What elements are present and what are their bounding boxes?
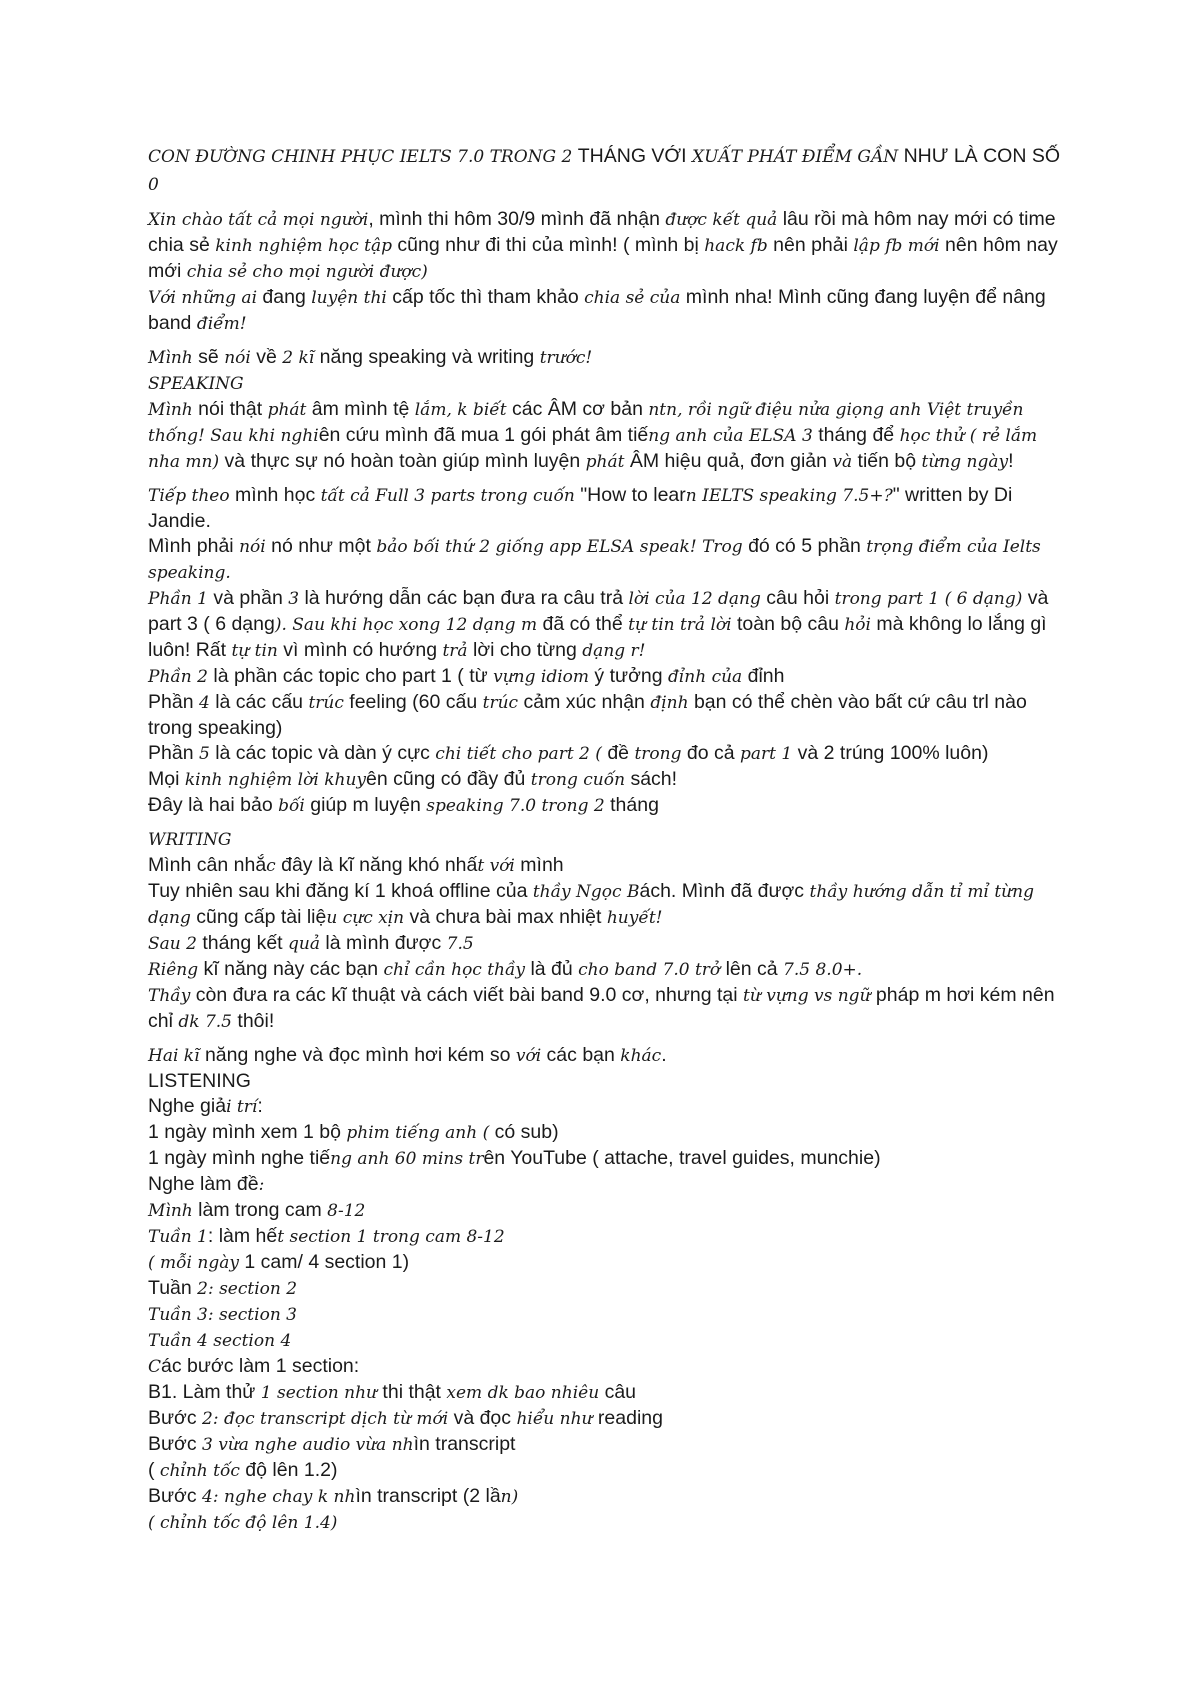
- italic-text-run: tất cả Full 3 parts trong cuốn: [320, 486, 575, 506]
- text-run: câu hỏi: [760, 587, 835, 609]
- text-run: vì mình có hướng: [277, 639, 443, 661]
- italic-text-run: phát: [267, 400, 307, 420]
- italic-text-run: Phần 1: [148, 589, 208, 609]
- italic-text-run: Tuần 3: section 3: [148, 1305, 297, 1325]
- paragraph: [148, 1069, 1068, 1094]
- italic-text-run: trả: [442, 641, 468, 661]
- text-run: Đây là hai bảo: [148, 794, 279, 816]
- text-run: :: [257, 1095, 263, 1117]
- text-run: cảm xúc nhận: [518, 691, 651, 713]
- paragraph: [148, 957, 1068, 983]
- italic-text-run: kinh nghiệm lời khuy: [184, 770, 366, 790]
- text-run: ác bước làm 1 section:: [161, 1355, 360, 1377]
- italic-text-run: Riêng: [148, 960, 199, 980]
- italic-text-run: Thầy: [148, 986, 191, 1006]
- text-run: ên YouTube ( attache, travel guides, munchie): [483, 1147, 881, 1169]
- italic-text-run: 2: section 2: [197, 1279, 298, 1299]
- paragraph: [148, 664, 1068, 690]
- paragraph: [148, 1198, 1068, 1224]
- paragraph: [148, 1043, 1068, 1069]
- italic-text-run: 0: [148, 175, 159, 195]
- text-run: và 2 trúng 100% luôn): [792, 742, 989, 764]
- text-run: là hướng dẫn các bạn đưa ra câu trả: [299, 587, 629, 609]
- paragraph: [148, 1380, 1068, 1406]
- document-body: [148, 143, 1068, 1536]
- italic-text-run: bảo bối thứ 2 giống app ELSA speak! Trog: [376, 537, 743, 557]
- italic-text-run: học thử ( rẻ lắm nha mn): [148, 426, 1038, 472]
- text-run: nó như một: [265, 535, 377, 557]
- paragraph: [148, 1146, 1068, 1172]
- italic-text-run: ). Sau khi học xong 12 dạng m: [274, 615, 538, 635]
- text-run: tiến bộ: [852, 450, 922, 472]
- text-run: Bước: [148, 1407, 203, 1429]
- italic-text-run: SPEAKING: [148, 374, 244, 394]
- text-run: ách. Mình đã được: [639, 880, 810, 902]
- paragraph: [148, 767, 1068, 793]
- text-run: làm trong cam: [192, 1199, 328, 1221]
- italic-text-run: n IELTS speaking 7.5+?: [685, 486, 893, 506]
- italic-text-run: 1 section như: [260, 1383, 378, 1403]
- italic-text-run: CON ĐƯỜNG CHINH PHỤC IELTS 7.0 TRONG 2: [148, 147, 578, 167]
- text-run: đã có thể: [537, 613, 629, 635]
- italic-text-run: ( mỗi ngày: [148, 1253, 239, 1273]
- text-run: câu: [599, 1381, 637, 1403]
- italic-text-run: lắm, k biết: [414, 400, 507, 420]
- italic-text-run: bối: [278, 796, 305, 816]
- italic-text-run: Với những ai: [148, 288, 258, 308]
- text-run: thôi!: [231, 1010, 275, 1032]
- text-run: là đủ: [525, 958, 579, 980]
- italic-text-run: trúc: [308, 693, 344, 713]
- italic-text-run: Tiếp theo: [148, 486, 230, 506]
- italic-text-run: trúc: [482, 693, 519, 713]
- italic-text-run: và: [832, 452, 853, 472]
- paragraph: [148, 931, 1068, 957]
- italic-text-run: Mình: [148, 400, 193, 420]
- text-run: ên cứu mình đã mua 1 gói phát âm tiế: [318, 424, 649, 446]
- italic-text-run: ng anh 60 mins tr: [330, 1149, 484, 1169]
- paragraph: [148, 371, 1068, 397]
- italic-text-run: hiểu như: [516, 1409, 593, 1429]
- italic-text-run: nói: [239, 537, 266, 557]
- italic-text-run: phim tiếng anh (: [346, 1123, 490, 1143]
- paragraph: [148, 1120, 1068, 1146]
- text-run: nói thật: [192, 398, 268, 420]
- text-run: sách!: [625, 768, 678, 790]
- text-run: và phần: [207, 587, 289, 609]
- italic-text-run: định: [650, 693, 689, 713]
- italic-text-run: ntn, rồi ngữ điệu nửa giọng anh Việt truyền thống! Sau khi nghi: [148, 400, 1024, 446]
- text-run: cũng như đi thi của mình! ( mình bị: [392, 234, 705, 256]
- text-run: Bước: [148, 1485, 203, 1507]
- paragraph: [148, 1406, 1068, 1432]
- italic-text-run: phát: [585, 452, 625, 472]
- text-run: đang: [257, 286, 312, 308]
- italic-text-run: trong: [634, 744, 682, 764]
- italic-text-run: n): [500, 1487, 519, 1507]
- italic-text-run: trước!: [539, 348, 593, 368]
- paragraph: [148, 586, 1068, 664]
- text-run: về: [250, 346, 283, 368]
- text-run: và thực sự nó hoàn toàn giúp mình luyện: [219, 450, 586, 472]
- italic-text-run: dk 7.5: [178, 1012, 232, 1032]
- italic-text-run: luyện thi: [311, 288, 387, 308]
- italic-text-run: chỉ cần học thầy: [383, 960, 526, 980]
- text-run: Mình cân nhắ: [148, 854, 267, 876]
- text-run: Mọi: [148, 768, 185, 790]
- text-run: tháng để: [812, 424, 900, 446]
- text-run: LISTENING: [148, 1070, 251, 1092]
- paragraph: [148, 285, 1068, 337]
- text-run: (: [148, 1459, 160, 1481]
- paragraph: [148, 1328, 1068, 1354]
- italic-text-run: Tuần 1: [148, 1227, 208, 1247]
- italic-text-run: 4: [198, 693, 210, 713]
- italic-text-run: dạng r!: [582, 641, 646, 661]
- text-run: Tuần: [148, 1277, 198, 1299]
- italic-text-run: Phần 2: [148, 667, 208, 687]
- text-run: và đọc: [448, 1407, 517, 1429]
- italic-text-run: 8-12: [327, 1201, 366, 1221]
- paragraph: [148, 1484, 1068, 1510]
- italic-text-run: t với: [477, 856, 515, 876]
- paragraph: [148, 741, 1068, 767]
- text-run: tháng: [604, 794, 659, 816]
- italic-text-run: được kết quả: [665, 210, 778, 230]
- paragraph: [148, 1432, 1068, 1458]
- italic-text-run: chia sẻ của: [584, 288, 681, 308]
- text-run: THÁNG VỚI: [577, 145, 692, 167]
- italic-text-run: xem dk bao nhiêu: [446, 1383, 600, 1403]
- paragraph: [148, 1224, 1068, 1250]
- text-run: còn đưa ra các kĩ thuật và cách viết bài band 9.0 cơ, nhưng tại: [190, 984, 744, 1006]
- paragraph: [148, 853, 1068, 879]
- italic-text-run: hỏi: [844, 615, 871, 635]
- italic-text-run: XUẤT PHÁT ĐIỂM GẦN: [691, 147, 904, 167]
- text-run: nên phải: [767, 234, 854, 256]
- text-run: Mình phải: [148, 535, 240, 557]
- text-run: là mình được: [320, 932, 447, 954]
- text-run: thi thật: [377, 1381, 447, 1403]
- paragraph: [148, 1354, 1068, 1380]
- italic-text-run: thầy hướng dẫn tỉ mỉ từng dạng: [148, 882, 1034, 928]
- italic-text-run: kinh nghiệm học tập: [215, 236, 393, 256]
- text-run: .: [661, 1044, 667, 1066]
- italic-text-run: quả: [288, 934, 320, 954]
- text-run: ên cũng có đầy đủ: [366, 768, 531, 790]
- text-run: đề: [601, 742, 635, 764]
- text-run: Bước: [148, 1433, 203, 1455]
- text-run: ý tưởng: [589, 665, 668, 687]
- paragraph: [148, 690, 1068, 741]
- italic-text-run: :: [258, 1175, 265, 1195]
- italic-text-run: điểm!: [196, 314, 247, 334]
- text-run: là các topic và dàn ý cực: [209, 742, 436, 764]
- italic-text-run: lời của 12 dạng: [628, 589, 761, 609]
- paragraph: [148, 207, 1068, 285]
- text-run: giúp m luyện: [304, 794, 427, 816]
- italic-text-run: trong cuốn: [530, 770, 626, 790]
- text-run: nên hôm nay mới: [148, 234, 1058, 282]
- italic-text-run: u cực xịn: [326, 908, 405, 928]
- text-run: !: [1008, 450, 1014, 472]
- paragraph: [148, 534, 1068, 586]
- italic-text-run: 3 vừa nghe audio vừa nh: [202, 1435, 414, 1455]
- text-run: B1. Làm thử: [148, 1381, 261, 1403]
- text-run: Phần: [148, 691, 199, 713]
- paragraph: [148, 1458, 1068, 1484]
- italic-text-run: huyết!: [606, 908, 663, 928]
- italic-text-run: hack fb: [704, 236, 768, 256]
- italic-text-run: t section 1 trong cam 8-12: [277, 1227, 505, 1247]
- italic-text-run: c: [266, 856, 276, 876]
- italic-text-run: C: [148, 1357, 162, 1377]
- text-run: năng speaking và writing: [314, 346, 540, 368]
- italic-text-run: Tuần 4 section 4: [148, 1331, 292, 1351]
- text-run: pháp m hơi kém nên chỉ: [148, 984, 1055, 1032]
- italic-text-run: 4: nghe chay k nh: [202, 1487, 356, 1507]
- text-run: Nghe giả: [148, 1095, 227, 1117]
- italic-text-run: tự tin trả lời: [628, 615, 732, 635]
- italic-text-run: lập fb mới: [853, 236, 940, 256]
- paragraph: [148, 1250, 1068, 1276]
- paragraph: [148, 983, 1068, 1035]
- text-run: tháng kết: [196, 932, 289, 954]
- text-run: ÂM hiệu quả, đơn giản: [624, 450, 833, 472]
- italic-text-run: ng anh của ELSA 3: [648, 426, 813, 446]
- italic-text-run: tự tin: [231, 641, 278, 661]
- text-run: mình nha! Mình cũng đang luyện để nâng band: [148, 286, 1046, 334]
- text-run: feeling (60 cấu: [343, 691, 483, 713]
- text-run: năng nghe và đọc mình hơi kém so: [199, 1044, 516, 1066]
- italic-text-run: 5: [198, 744, 210, 764]
- paragraph: [148, 1302, 1068, 1328]
- italic-text-run: chia sẻ cho mọi người được): [186, 262, 428, 282]
- text-run: , mình thi hôm 30/9 mình đã nhận: [368, 208, 666, 230]
- paragraph: [148, 793, 1068, 819]
- italic-text-run: từ vựng vs ngữ: [743, 986, 871, 1006]
- text-run: kĩ năng này các bạn: [198, 958, 384, 980]
- text-run: sẽ: [192, 346, 225, 368]
- text-run: Phần: [148, 742, 199, 764]
- paragraph: [148, 879, 1068, 931]
- text-run: 1 cam/ 4 section 1): [238, 1251, 410, 1273]
- italic-text-run: từng ngày: [921, 452, 1009, 472]
- italic-text-run: khác: [620, 1046, 662, 1066]
- italic-text-run: thầy Ngọc B: [532, 882, 640, 902]
- italic-text-run: chi tiết cho part 2 (: [435, 744, 602, 764]
- italic-text-run: vựng idiom: [493, 667, 590, 687]
- text-run: đây là kĩ năng khó nhấ: [275, 854, 478, 876]
- italic-text-run: 2 kĩ: [282, 348, 315, 368]
- text-run: có sub): [489, 1121, 559, 1143]
- text-run: mình: [514, 854, 564, 876]
- text-run: và part 3 ( 6 dạng: [148, 587, 1049, 635]
- italic-text-run: Sau 2: [148, 934, 197, 954]
- text-run: mà không lo lắng gì luôn! Rất: [148, 613, 1047, 661]
- text-run: cấp tốc thì tham khảo: [386, 286, 585, 308]
- italic-text-run: trọng điểm của Ielts speaking.: [148, 537, 1041, 583]
- text-run: Tuy nhiên sau khi đăng kí 1 khoá offline của: [148, 880, 533, 902]
- italic-text-run: ( chỉnh tốc độ lên 1.4): [148, 1513, 338, 1533]
- italic-text-run: Xin chào tất cả mọi người: [148, 210, 369, 230]
- text-run: "How to lear: [574, 484, 686, 506]
- italic-text-run: đỉnh của: [667, 667, 743, 687]
- italic-text-run: Hai kĩ: [148, 1046, 200, 1066]
- italic-text-run: với: [515, 1046, 542, 1066]
- text-run: lời cho từng: [467, 639, 583, 661]
- text-run: cũng cấp tài liệ: [190, 906, 327, 928]
- text-run: là các cấu: [209, 691, 309, 713]
- paragraph: [148, 345, 1068, 371]
- italic-text-run: trong part 1 ( 6 dạng): [834, 589, 1023, 609]
- text-run: và chưa bài max nhiệt: [404, 906, 607, 928]
- italic-text-run: 2: đọc transcript dịch từ mới: [202, 1409, 449, 1429]
- text-run: đo cả: [681, 742, 741, 764]
- paragraph: [148, 1172, 1068, 1198]
- italic-text-run: nói: [224, 348, 251, 368]
- text-run: mình học: [229, 484, 321, 506]
- text-run: âm mình tệ: [306, 398, 415, 420]
- text-run: các ÂM cơ bản: [506, 398, 649, 420]
- text-run: lâu rồi mà hôm nay mới có time chia sẻ: [148, 208, 1056, 256]
- paragraph: [148, 483, 1068, 534]
- paragraph: [148, 827, 1068, 853]
- italic-text-run: speaking 7.0 trong 2: [426, 796, 605, 816]
- italic-text-run: 7.5: [446, 934, 474, 954]
- text-run: là phần các topic cho part 1 ( từ: [207, 665, 494, 687]
- text-run: 1 ngày mình nghe tiế: [148, 1147, 331, 1169]
- italic-text-run: 7.5 8.0+.: [783, 960, 863, 980]
- italic-text-run: Mình: [148, 348, 193, 368]
- text-run: : làm hế: [207, 1225, 278, 1247]
- text-run: ìn transcript (2 lầ: [355, 1485, 501, 1507]
- text-run: đó có 5 phần: [742, 535, 867, 557]
- text-run: độ lên 1.2): [239, 1459, 338, 1481]
- italic-text-run: cho band 7.0 trở: [578, 960, 721, 980]
- text-run: các bạn: [541, 1044, 621, 1066]
- italic-text-run: 3: [288, 589, 300, 609]
- text-run: NHƯ LÀ CON SỐ: [903, 145, 1061, 167]
- italic-text-run: WRITING: [148, 830, 232, 850]
- italic-text-run: chỉnh tốc: [159, 1461, 240, 1481]
- text-run: 1 ngày mình xem 1 bộ: [148, 1121, 347, 1143]
- text-run: " written by Di Jandie.: [148, 484, 1013, 532]
- text-run: bạn có thể chèn vào bất cứ câu trl nào trong speaking): [148, 691, 1027, 739]
- paragraph: [148, 1094, 1068, 1120]
- italic-text-run: part 1: [740, 744, 793, 764]
- paragraph: [148, 1276, 1068, 1302]
- text-run: reading: [592, 1407, 663, 1429]
- paragraph: [148, 1510, 1068, 1536]
- text-run: toàn bộ câu: [731, 613, 845, 635]
- text-run: Nghe làm đề: [148, 1173, 259, 1195]
- text-run: đỉnh: [742, 665, 785, 687]
- text-run: ìn transcript: [413, 1433, 516, 1455]
- italic-text-run: Mình: [148, 1201, 193, 1221]
- document-title: [148, 143, 1068, 199]
- paragraph: [148, 397, 1068, 475]
- italic-text-run: i trí: [226, 1097, 258, 1117]
- text-run: lên cả: [720, 958, 784, 980]
